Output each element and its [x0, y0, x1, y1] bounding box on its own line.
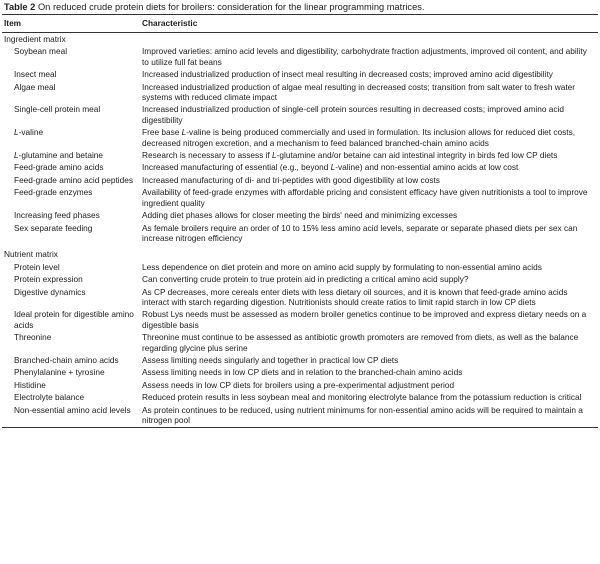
item-cell: Branched-chain amino acids — [14, 354, 119, 365]
table-row — [2, 379, 598, 391]
table-row — [2, 354, 598, 366]
characteristic-cell: Robust Lys needs must be assessed as modern broiler genetics continue to be improved and express dietary needs on a digestible basis — [142, 309, 587, 330]
item-cell: Algae meal — [14, 81, 56, 92]
table-row — [2, 103, 598, 126]
item-cell: Feed-grade amino acid peptides — [14, 174, 133, 185]
item-cell: Threonine — [14, 332, 52, 343]
characteristic-cell: Assess limiting needs singularly and together in practical low CP diets — [142, 354, 399, 365]
characteristic-cell: As protein continues to be reduced, using nutrient minimums for non-essential amino acids will be required to maintain a nitrogen pool — [140, 404, 598, 428]
data-table — [2, 14, 598, 428]
item-cell: Sex separate feeding — [14, 222, 93, 233]
characteristic-cell: Increased industrialized production of insect meal resulting in decreased costs; improved amino acid digestibility — [142, 69, 553, 80]
table-row — [2, 261, 598, 273]
table-row — [2, 81, 598, 104]
item-cell: Increasing feed phases — [14, 210, 100, 221]
characteristic-cell: Reduced protein results in less soybean meal and monitoring electrolyte balance from the potassium reduction is critical — [142, 392, 582, 403]
table-title: On reduced crude protein diets for broilers: consideration for the linear programming matrices. — [37, 2, 425, 12]
characteristic-cell: Assess needs in low CP diets for broilers using a pre-experimental adjustment period — [142, 379, 455, 390]
table-label: Table 2 — [4, 2, 36, 12]
item-cell: Ideal protein for digestible amino acids — [14, 309, 134, 330]
item-cell: L-valine — [14, 127, 44, 138]
table-row — [2, 174, 598, 186]
table-row — [2, 222, 598, 245]
table-row — [2, 391, 598, 403]
item-cell: Feed-grade amino acids — [14, 162, 104, 173]
table-row — [2, 273, 598, 285]
table-row — [2, 149, 598, 161]
characteristic-cell: Threonine must continue to be assessed as antibiotic growth promoters are removed from diets, as well as the balance regarding glycine plus serine — [142, 332, 579, 353]
section-row — [2, 248, 598, 260]
characteristic-cell: Availability of feed-grade enzymes with affordable pricing and consistent efficacy have given nutritionists a tool to improve ingredient quality — [142, 187, 588, 208]
table-row — [2, 308, 598, 331]
item-cell: Single-cell protein meal — [14, 104, 101, 115]
item-cell: Insect meal — [14, 69, 57, 80]
item-cell: Digestive dynamics — [14, 286, 86, 297]
characteristic-cell: As female broilers require an order of 10 to 15% less amino acid levels, separate or separate phased diets per sex can increase nitrogen efficiency — [142, 222, 578, 243]
section-title: Nutrient matrix — [4, 249, 58, 260]
table-row — [2, 331, 598, 354]
characteristic-cell: Can converting crude protein to true protein aid in predicting a critical amino acid supply? — [142, 274, 469, 285]
table-row — [2, 161, 598, 173]
table-row — [2, 126, 598, 149]
section-row — [2, 33, 598, 46]
section-title: Ingredient matrix — [4, 34, 66, 44]
header-item: Item — [2, 15, 140, 33]
characteristic-cell: Increased manufacturing of di- and tri-peptides with good digestibility at low costs — [142, 174, 440, 185]
characteristic-cell: Increased manufacturing of essential (e.g., beyond L-valine) and non-essential amino acids at low cost — [142, 162, 519, 173]
table-body — [2, 33, 598, 428]
characteristic-cell: Adding diet phases allows for closer meeting the birds' need and minimizing excesses — [142, 210, 458, 221]
item-cell: Electrolyte balance — [14, 392, 85, 403]
table-caption — [2, 0, 598, 13]
table-row — [2, 404, 598, 428]
table-row — [2, 68, 598, 80]
header-characteristic: Characteristic — [140, 15, 598, 33]
item-cell: Protein expression — [14, 274, 83, 285]
item-cell: Phenylalanine + tyrosine — [14, 367, 105, 378]
characteristic-cell: Less dependence on diet protein and more on amino acid supply by formulating to non-essential amino acids — [142, 261, 542, 272]
characteristic-cell: Increased industrialized production of algae meal resulting in decreased costs; transition from salt water to fresh water systems with reduced climate impact — [142, 81, 576, 103]
characteristic-cell: Increased industrialized production of single-cell protein sources resulting in decreased costs; improved amino acid digestibility — [142, 104, 564, 125]
table-row — [2, 209, 598, 221]
table-row — [2, 366, 598, 378]
item-cell: Histidine — [14, 379, 46, 390]
item-cell: Soybean meal — [14, 46, 68, 57]
item-cell: Protein level — [14, 261, 60, 272]
table-row — [2, 45, 598, 68]
item-cell: L-glutamine and betaine — [14, 150, 104, 161]
table-row — [2, 186, 598, 209]
characteristic-cell: Research is necessary to assess if L-glutamine and/or betaine can aid intestinal integrity in birds fed low CP diets — [142, 150, 558, 161]
header-row — [2, 15, 598, 33]
table-row — [2, 286, 598, 309]
characteristic-cell: Improved varieties: amino acid levels and digestibility, carbohydrate fraction adjustments, improved oil content, and ability to utilize full fat beans — [142, 46, 587, 67]
item-cell: Non-essential amino acid levels — [2, 404, 140, 428]
characteristic-cell: Assess limiting needs in low CP diets and in relation to the branched-chain amino acids — [142, 367, 463, 378]
characteristic-cell: As CP decreases, more cereals enter diets with less dietary oil sources, and it is known that feed-grade amino acids interact with starch regarding digestion. Nutritionists should create ratios to limit rapid starch in low CP diets — [142, 286, 568, 307]
characteristic-cell: Free base L-valine is being produced commercially and used in formulation. Its inclusion allows for reduced diet costs, decreased nitrogen excretion, and a mechanism to feed balanced branched-chain amino acids — [142, 127, 576, 148]
item-cell: Feed-grade enzymes — [14, 187, 93, 198]
